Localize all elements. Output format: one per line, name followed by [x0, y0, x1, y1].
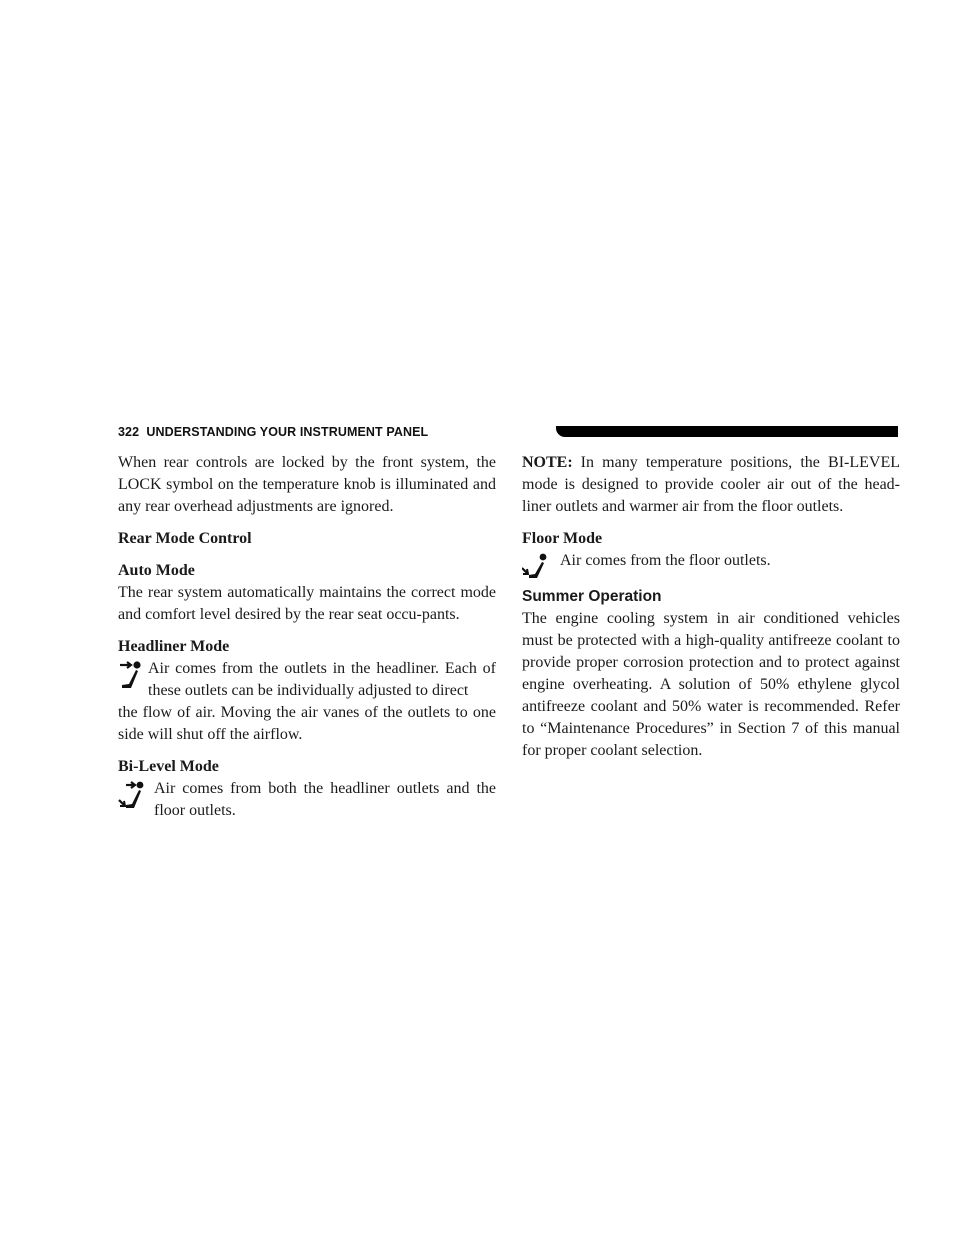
- auto-mode-paragraph: The rear system automatically maintains the correct mode and comfort level desired by the rear seat occu-pants.: [118, 584, 496, 623]
- summer-operation-paragraph: The engine cooling system in air conditioned vehicles must be protected with a high-quality antifreeze coolant to provide proper corrosion protection and to protect against engine overheating. A solution of 50% ethylene glycol antifreeze coolant and 50% water is recommended. Refer to “Maintenance Procedures” in Section 7 of this manual for proper coolant selection.: [522, 610, 900, 759]
- headliner-mode-paragraph-cont: the flow of air. Moving the air vanes of the outlets to one side will shut off the airflow.: [118, 704, 496, 743]
- rear-mode-control-heading: Rear Mode Control: [118, 530, 252, 547]
- bi-level-mode-heading: Bi-Level Mode: [118, 758, 219, 775]
- headliner-mode-heading: Headliner Mode: [118, 638, 230, 655]
- page-number: 322: [118, 425, 140, 439]
- headliner-mode-paragraph: Air comes from the outlets in the headliner. Each of these outlets can be individually adjusted to direct: [148, 660, 496, 699]
- note-label: NOTE:: [522, 454, 573, 471]
- section-title: UNDERSTANDING YOUR INSTRUMENT PANEL: [146, 425, 429, 439]
- page-header: [118, 424, 898, 440]
- left-column: [118, 452, 496, 822]
- header-rule: [556, 426, 898, 437]
- summer-operation-heading: Summer Operation: [522, 588, 662, 605]
- floor-mode-paragraph: Air comes from the floor outlets.: [560, 552, 771, 569]
- floor-mode-block: [522, 550, 900, 572]
- bi-level-mode-paragraph: Air comes from both the headliner outlets and the floor outlets.: [154, 780, 496, 819]
- floor-mode-heading: Floor Mode: [522, 530, 603, 547]
- right-column: [522, 452, 900, 762]
- headliner-mode-block: [118, 658, 496, 702]
- lock-intro-paragraph: When rear controls are locked by the front system, the LOCK symbol on the temperature knob is illuminated and any rear overhead adjustments are ignored.: [118, 454, 496, 515]
- note-paragraph: [522, 452, 900, 518]
- header-text: [118, 424, 428, 440]
- bi-level-mode-icon: [118, 780, 144, 814]
- headliner-mode-icon: [118, 660, 144, 694]
- bi-level-mode-block: [118, 778, 496, 822]
- auto-mode-heading: Auto Mode: [118, 562, 195, 579]
- floor-mode-icon: [522, 552, 548, 586]
- note-text: In many temperature positions, the BI-LEVEL mode is designed to provide cooler air out of the head-liner outlets and warmer air from the floor outlets.: [522, 454, 900, 515]
